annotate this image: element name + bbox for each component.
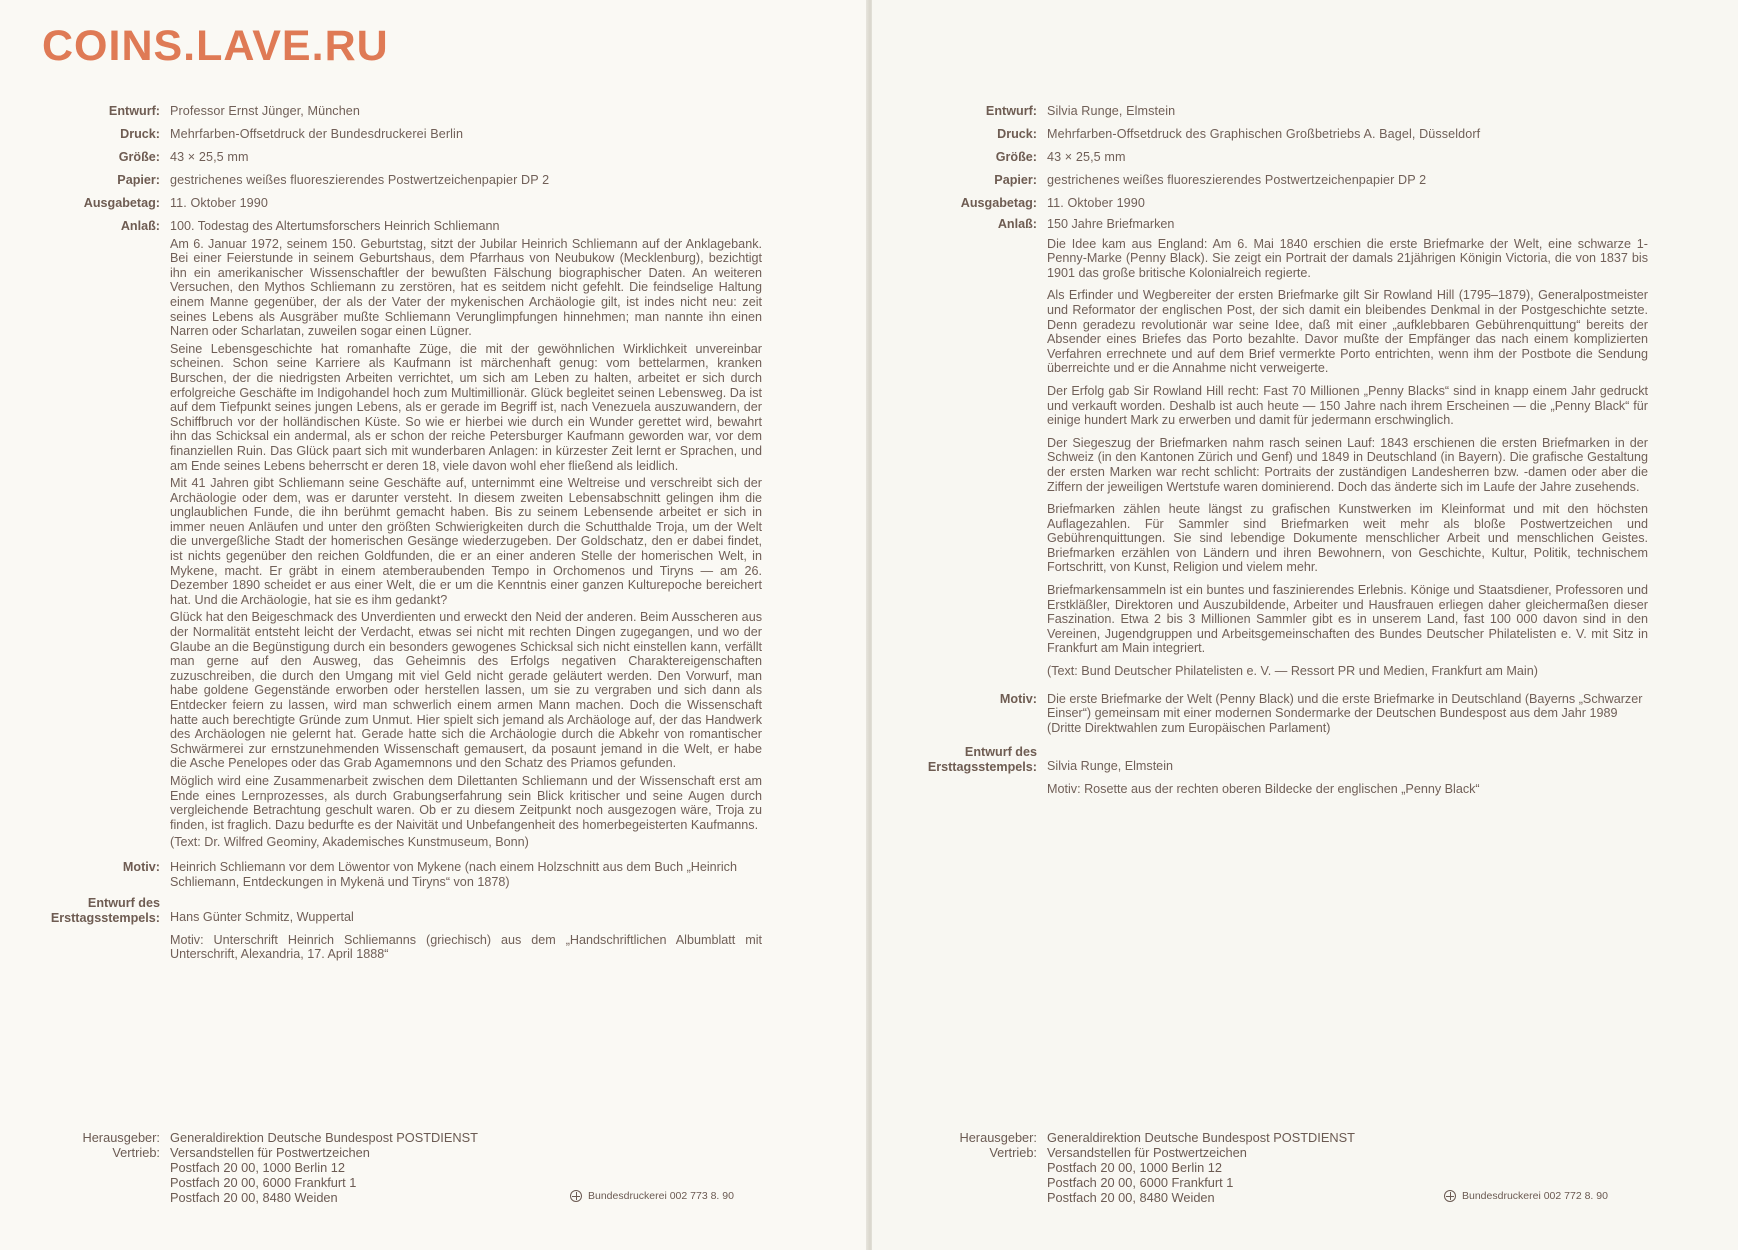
- meta-value: gestrichenes weißes fluoreszierendes Postwertzeichenpapier DP 2: [170, 173, 550, 187]
- left-content: [0, 100, 762, 965]
- footer-herausgeber: [872, 1130, 1648, 1145]
- meta-value: gestrichenes weißes fluoreszierendes Postwertzeichenpapier DP 2: [1047, 173, 1427, 187]
- stempel-designer: Hans Günter Schmitz, Wuppertal: [170, 910, 354, 925]
- right-printer-mark: [1444, 1190, 1608, 1202]
- anlass-body: [1037, 217, 1648, 682]
- motiv-label: Motiv:: [122, 859, 160, 874]
- vertrieb-label: Vertrieb:: [989, 1145, 1037, 1160]
- meta-value: 11. Oktober 1990: [170, 196, 268, 210]
- printer-text: Bundesdruckerei 002 773 8. 90: [588, 1190, 734, 1202]
- stempel-label-line-1: Entwurf des: [87, 896, 160, 911]
- meta-label: Größe:: [995, 150, 1037, 164]
- meta-row-papier: [0, 169, 762, 192]
- body-paragraph: Briefmarkensammeln ist ein buntes und faszinierendes Erlebnis. Könige und Staatsdiener, Professoren und Erstkläßler, Direktoren und Auszubildende, Arbeiter und Hausfrauen erliegen daher gleichermaßen dieser Faszination. Etwa 2 bis 3 Millionen Sammler gibt es in unserem Land, fast 100 000 davon sind in den Vereinen, Jugendgruppen und Arbeitsgemeinschaften des Bundes Deutscher Philatelisten e. V. mit Sitz in Frankfurt am Main integriert.: [1047, 583, 1648, 656]
- body-paragraph: Glück hat den Beigeschmack des Unverdienten und erweckt den Neid der anderen. Beim Ausscheren aus der Normalität entsteht leicht der Verdacht, etwas sei nicht mit rechten Dingen zugegangen, und wo der Glaube an die Begünstigung durch ein besonders gewogenes Schicksal sich nicht einstellen kann, verfällt man gerne auf den Ausweg, das Geheimnis des Erfolgs negativen Charaktereigenschaften zuzuschreiben, die durch den Umgang mit viel Geld nicht gerade geläutert werden. Den Vorwurf, man habe goldene Gegenstände erworben oder herstellen lassen, um sie zu vergraben und sich dann als Entdecker feiern zu lassen, wird man schwerlich einem armen Mann machen. Doch die Wissenschaft hatte auch berechtigte Gründe zum Unmut. Hier spielt sich jemand als Archäologe auf, der das Handwerk des Archäologen nie gelernt hat. Gerade hatte sich die Archäologie durch die Abkehr von romantischer Schwärmerei zur ernstzunehmenden Wissenschaft gemausert, da posaunt jemand in die Welt, er habe die Asche Penelopes oder das Grab Agamemnons und den Schatz des Priamos gefunden.: [170, 610, 762, 771]
- anlass-section: [872, 217, 1648, 682]
- meta-value: Mehrfarben-Offsetdruck der Bundesdruckerei Berlin: [170, 127, 464, 141]
- stempel-designer: Silvia Runge, Elmstein: [1047, 759, 1173, 774]
- meta-label: Druck:: [120, 127, 160, 141]
- stempel-section: [0, 896, 762, 965]
- meta-row-druck: [872, 123, 1648, 146]
- watermark: COINS.LAVE.RU: [42, 22, 389, 70]
- vertrieb-line: Postfach 20 00, 6000 Frankfurt 1: [1047, 1175, 1234, 1190]
- meta-label: Druck:: [997, 127, 1037, 141]
- bundesdruckerei-logo-icon: [1444, 1190, 1456, 1202]
- meta-label: Papier:: [117, 173, 160, 187]
- stempel-label: [0, 896, 160, 925]
- meta-value: Silvia Runge, Elmstein: [1047, 104, 1176, 118]
- meta-row-groesse: [872, 146, 1648, 169]
- vertrieb-value: [160, 1145, 370, 1205]
- right-content: [872, 100, 1648, 800]
- right-meta-list: [872, 100, 1648, 215]
- stempel-motiv: Motiv: Unterschrift Heinrich Schliemanns (griechisch) aus dem „Handschriftlichen Albumblatt mit Unterschrift, Alexandria, 17. April 1888“: [170, 932, 762, 962]
- stempel-motiv: Motiv: Rosette aus der rechten oberen Bildecke der englischen „Penny Black“: [1047, 782, 1480, 796]
- vertrieb-line: Postfach 20 00, 6000 Frankfurt 1: [170, 1175, 357, 1190]
- body-paragraph: Der Erfolg gab Sir Rowland Hill recht: Fast 70 Millionen „Penny Blacks“ sind in knapp einem Jahr gedruckt und verkauft worden. Deshalb ist auch heute — 150 Jahre nach ihrem Erscheinen — die „Penny Black“ für einige hundert Mark zu erwerben und damit für jedermann erschwinglich.: [1047, 383, 1648, 428]
- body-paragraph: Seine Lebensgeschichte hat romanhafte Züge, die mit der gewöhnlichen Wirklichkeit unvereinbar scheinen. Schon seine Karriere als Kaufmann ist märchenhaft genug: vom bettelarmen, kranken Burschen, der die niedrigsten Arbeiten verrichtet, um sich am Leben zu halten, arbeitet er sich durch erfolgreiche Geschäfte im Indigohandel hoch zum Multimillionär. Glück begleitet seinen Lebensweg. Da ist auf dem Tiefpunkt seines jungen Lebens, als er gerade im Begriff ist, nach Venezuela auszuwandern, der Schiffbruch vor der holländischen Küste. So wie er hierbei wie durch ein Wunder gerettet wird, bewahrt ihn das Schicksal ein andermal, als er schon der reiche Petersburger Kaufmann geworden war, vor dem finanziellen Ruin. Das Glück paart sich mit wunderbaren Anlagen: in kürzester Zeit lernt er Sprachen, und am Ende seines Lebens beherrscht er deren 18, viele davon wohl eher fließend als leidlich.: [170, 341, 762, 473]
- text-credit: (Text: Dr. Wilfred Geominy, Akademisches Kunstmuseum, Bonn): [170, 835, 529, 850]
- footer-herausgeber: [0, 1130, 762, 1145]
- herausgeber-label: Herausgeber:: [82, 1130, 160, 1145]
- stempel-value: [160, 896, 762, 965]
- meta-row-entwurf: [872, 100, 1648, 123]
- meta-value: 11. Oktober 1990: [1047, 196, 1145, 210]
- stempel-label-line-2: Ersttagsstempels:: [927, 760, 1037, 774]
- meta-row-ausgabetag: [872, 192, 1648, 215]
- meta-value: Mehrfarben-Offsetdruck des Graphischen Großbetriebs A. Bagel, Düsseldorf: [1047, 127, 1481, 141]
- motiv-value: Heinrich Schliemann vor dem Löwentor von Mykene (nach einem Holzschnitt aus dem Buch „Heinrich Schliemann, Entdeckungen in Mykenä und Tiryns“ von 1878): [170, 859, 737, 889]
- vertrieb-line: Postfach 20 00, 1000 Berlin 12: [1047, 1160, 1223, 1175]
- body-paragraph: Möglich wird eine Zusammenarbeit zwischen dem Dilettanten Schliemann und der Wissenschaft erst am Ende eines Lernprozesses, als durch Grabungserfahrung sein Blick kritischer und seine Augen durch vergleichende Betrachtung geschult waren. Ob er zu diesem Zeitpunkt noch ausgezogen wäre, Troja zu finden, ist fraglich. Dazu bedurfte es der Naivität und Unbefangenheit des homerbegeisterten Kaufmanns.: [170, 773, 762, 832]
- meta-value: Professor Ernst Jünger, München: [170, 104, 361, 118]
- left-sheet: [0, 0, 868, 1250]
- text-credit: (Text: Bund Deutscher Philatelisten e. V. — Ressort PR und Medien, Frankfurt am Main): [1047, 664, 1538, 679]
- printer-text: Bundesdruckerei 002 772 8. 90: [1462, 1190, 1608, 1202]
- meta-label: Ausgabetag:: [960, 196, 1037, 210]
- herausgeber-value: Generaldirektion Deutsche Bundespost POSTDIENST: [1047, 1130, 1355, 1145]
- body-paragraph: Die Idee kam aus England: Am 6. Mai 1840 erschien die erste Briefmarke der Welt, eine schwarze 1-Penny-Marke (Penny Black). Sie zeigt ein Portrait der damals 21jährigen Königin Victoria, die von 1837 bis 1901 das große britische Kolonialreich regierte.: [1047, 236, 1648, 280]
- motiv-value: Die erste Briefmarke der Welt (Penny Black) und die erste Briefmarke in Deutschland (Bayerns „Schwarzer Einser“) gemeinsam mit einer modernen Sondermarke der Deutschen Bundespost aus dem Jahr 1989 (Dritte Direktwahlen zum Europäischen Parlament): [1047, 691, 1643, 735]
- vertrieb-line: Postfach 20 00, 1000 Berlin 12: [170, 1160, 346, 1175]
- body-paragraph: Briefmarken zählen heute längst zu grafischen Kunstwerken im Kleinformat und mit den höchsten Auflagezahlen. Für Sammler sind Briefmarken weit mehr als bloße Postwertzeichen und Gebührenquittungen. Sie sind lebendige Dokumente menschlicher Arbeit und menschlichen Geistes. Briefmarken erzählen von Ländern und ihren Bewohnern, von Geschichte, Kultur, Politik, technischem Fortschritt, von Kunst, Religion und vielem mehr.: [1047, 502, 1648, 575]
- left-printer-mark: [570, 1190, 734, 1202]
- right-sheet: [872, 0, 1738, 1250]
- meta-row-entwurf: [0, 100, 762, 123]
- anlass-label: Anlaß:: [120, 219, 160, 233]
- vertrieb-line: Postfach 20 00, 8480 Weiden: [1047, 1190, 1215, 1205]
- vertrieb-line: Versandstellen für Postwertzeichen: [1047, 1145, 1247, 1160]
- meta-row-ausgabetag: [0, 192, 762, 215]
- stempel-value: [1037, 745, 1648, 799]
- body-paragraph: Als Erfinder und Wegbereiter der ersten Briefmarke gilt Sir Rowland Hill (1795–1879), Generalpostmeister und Reformator der englischen Post, der sich damit ein bleibendes Denkmal in der Postgeschichte setzte. Denn geradezu revolutionär war seine Idee, daß mit einer „aufklebbaren Gebührenquittung“ bereits der Absender eines Briefes das Porto bezahlte. Davor mußte der Empfänger das nach einem komplizierten Verfahren errechnete und auf dem Brief vermerkte Porto entrichten, wenn ihm der Postbote die Sendung überreichte und er die Annahme nicht verweigerte.: [1047, 288, 1648, 376]
- anlass-section: [0, 219, 762, 853]
- meta-label: Papier:: [994, 173, 1037, 187]
- meta-label: Entwurf:: [108, 104, 160, 118]
- body-paragraph: Am 6. Januar 1972, seinem 150. Geburtstag, sitzt der Jubilar Heinrich Schliemann auf der Anklagebank. Bei einer Feierstunde in seinem Geburtshaus, dem Pfarrhaus von Neubukow (Mecklenburg), bezichtigt ihn ein amerikanischer Wissenschaftler der bewußten Fälschung biographischer Daten. An weiteren Versuchen, den Mythos Schliemann zu zerstören, hat es seitdem nicht gefehlt. Die feindselige Haltung einem Manne gegenüber, der als der Vater der mykenischen Archäologie gilt, ist indes nicht neu: zeit seines Lebens als Ausgräber mußte Schliemann Verunglimpfungen hinnehmen; man nannte ihn einen Narren oder Scharlatan, zuweilen sogar einen Lügner.: [170, 236, 762, 339]
- stempel-label-line-2: Ersttagsstempels:: [50, 910, 160, 925]
- anlass-label: Anlaß:: [997, 217, 1037, 231]
- anlass-title: 150 Jahre Briefmarken: [1047, 217, 1175, 231]
- body-paragraph: Mit 41 Jahren gibt Schliemann seine Geschäfte auf, unternimmt eine Weltreise und verschreibt sich der Archäologie oder dem, was er darunter versteht. In diesem zweiten Lebensabschnitt gelingen ihm die unglaublichen Funde, die ihn berühmt gemacht haben. Bis zu seinem Lebensende arbeitet er sich in immer neuen Anläufen und unter den größten Schwierigkeiten durch die Schutthalde Troja, um der Welt die unvergeßliche Stadt der homerischen Gesänge wiederzugeben. Der Goldschatz, den er dabei findet, ist nichts gegenüber den reichen Goldfunden, die er an einer anderen Stelle der homerischen Welt, in Mykene, macht. Er gräbt in einem atemberaubenden Tempo in Orchomenos und Tiryns — am 26. Dezember 1890 scheidet er aus einer Welt, die er um die Kenntnis einer ganzen Kulturepoche bereichert hat. Und die Archäologie, hat sie es ihm gedankt?: [170, 476, 762, 607]
- meta-label: Entwurf:: [985, 104, 1037, 118]
- stempel-label: [872, 745, 1037, 774]
- vertrieb-line: Versandstellen für Postwertzeichen: [170, 1145, 370, 1160]
- meta-value: 43 × 25,5 mm: [170, 150, 249, 164]
- meta-value: 43 × 25,5 mm: [1047, 150, 1126, 164]
- herausgeber-label: Herausgeber:: [959, 1130, 1037, 1145]
- motiv-label: Motiv:: [999, 691, 1037, 706]
- motiv-section: [0, 860, 762, 889]
- vertrieb-label: Vertrieb:: [112, 1145, 160, 1160]
- meta-label: Größe:: [118, 150, 160, 164]
- body-paragraph: Der Siegeszug der Briefmarken nahm rasch seinen Lauf: 1843 erschienen die ersten Briefmarken in der Schweiz (in den Kantonen Zürich und Genf) und 1849 in Deutschland (in Bayern). Die grafische Gestaltung der ersten Marken war recht schlicht: Portraits der zuständigen Landesherren bzw. -damen oder aber die Ziffern der jeweiligen Wertstufe waren dominierend. Doch das änderte sich im Laufe der Jahre zusehends.: [1047, 435, 1648, 494]
- left-meta-list: [0, 100, 762, 215]
- herausgeber-value: Generaldirektion Deutsche Bundespost POSTDIENST: [170, 1130, 478, 1145]
- meta-row-papier: [872, 169, 1648, 192]
- vertrieb-line: Postfach 20 00, 8480 Weiden: [170, 1190, 338, 1205]
- stempel-section: [872, 745, 1648, 799]
- anlass-body: [160, 219, 762, 853]
- bundesdruckerei-logo-icon: [570, 1190, 582, 1202]
- meta-row-druck: [0, 123, 762, 146]
- stempel-label-line-1: Entwurf des: [964, 745, 1037, 760]
- meta-row-groesse: [0, 146, 762, 169]
- anlass-title: 100. Todestag des Altertumsforschers Heinrich Schliemann: [170, 219, 500, 233]
- motiv-section: [872, 692, 1648, 736]
- meta-label: Ausgabetag:: [83, 196, 160, 210]
- vertrieb-value: [1037, 1145, 1247, 1205]
